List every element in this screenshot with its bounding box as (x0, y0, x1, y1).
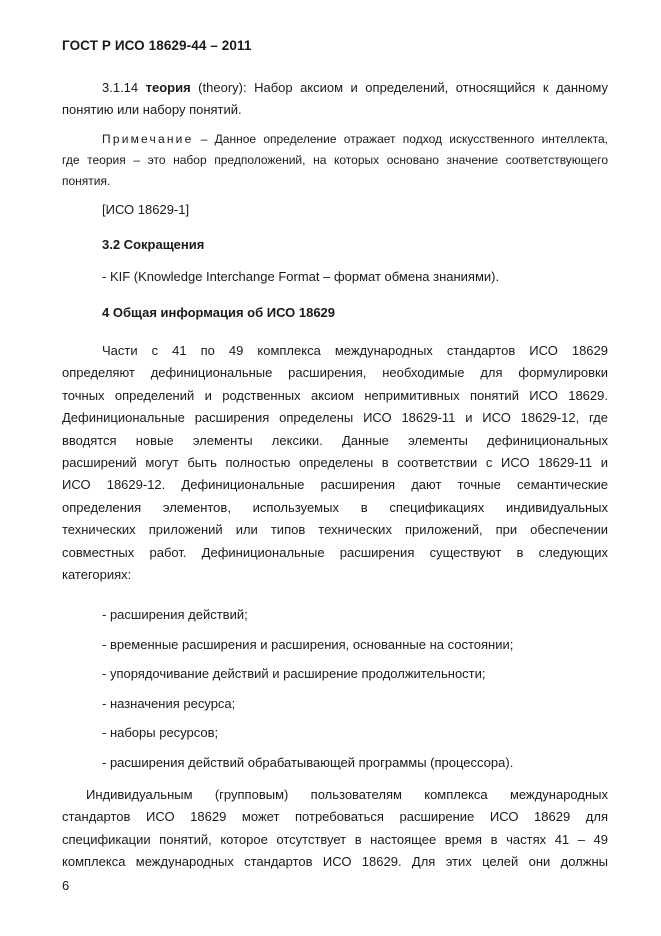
note-line-2: где теория – это набор предположений, на которых основано значение соответствующего (62, 153, 608, 167)
para-line: точных определений и родственных аксиом непримитивных понятий ИСО 18629. (62, 387, 608, 403)
para-line: совместных работ. Дефинициональные расширения существуют в следующих (62, 544, 608, 560)
list-item: - упорядочивание действий и расширение продолжительности; (102, 666, 486, 682)
note-label: Примечание (102, 132, 194, 146)
term-line-1: 3.1.14 теория (theory): Набор аксиом и определений, относящийся к данному (102, 80, 608, 95)
para-line: спецификации понятий, которое отсутствует в настоящее время в частях 41 – 49 (62, 831, 608, 847)
para-line: стандартов ИСО 18629 может потребоваться расширение ИСО 18629 для (62, 809, 608, 825)
note-line-1: Примечание – Данное определение отражает подход искусственного интеллекта, (102, 132, 608, 146)
para-line: расширений могут быть полностью определены в соответствии с ИСО 18629-11 и (62, 455, 608, 471)
list-item: - назначения ресурса; (102, 695, 236, 711)
note-line-3: понятия. (62, 174, 111, 188)
section-4-heading: 4 Общая информация об ИСО 18629 (102, 305, 336, 320)
para-line: Части с 41 по 49 комплекса международных стандартов ИСО 18629 (102, 343, 608, 358)
section-3-2-heading: 3.2 Сокращения (102, 237, 205, 252)
para-line: определения элементов, используемых в спецификациях индивидуальных (62, 499, 608, 515)
term-definition (62, 77, 608, 122)
term-note (62, 129, 608, 192)
list-item: - расширения действий обрабатывающей программы (процессора). (102, 754, 514, 770)
section-4-paragraph (62, 340, 608, 586)
extension-category-list (62, 600, 608, 778)
document-page (62, 0, 608, 936)
list-item: - наборы ресурсов; (102, 725, 219, 741)
term-line-2: понятию или набору понятий. (62, 102, 242, 118)
list-item: - расширения действий; (102, 607, 248, 622)
para-line: категориях: (62, 567, 132, 583)
para-line: определяют дефинициональные расширения, необходимые для формулировки (62, 365, 608, 381)
users-paragraph (62, 784, 608, 874)
para-line: Дефинициональные расширения определены ИСО 18629-11 и ИСО 18629-12, где (62, 410, 608, 426)
section-3-2-item: - KIF (Knowledge Interchange Format – формат обмена знаниями). (102, 269, 500, 284)
para-line: комплекса международных стандартов ИСО 18629. Для этих целей они должны (62, 854, 608, 870)
para-line: вводятся новые элементы лексики. Данные элементы дефинициональных (62, 432, 608, 448)
term-name: теория (145, 80, 191, 95)
page-number: 6 (62, 878, 70, 893)
para-line: ИСО 18629-12. Дефинициональные расширения дают точные семантические (62, 477, 608, 493)
page-header: ГОСТ Р ИСО 18629-44 – 2011 (62, 38, 252, 53)
list-item: - временные расширения и расширения, основанные на состоянии; (102, 636, 514, 652)
para-line: Индивидуальным (групповым) пользователям комплекса международных (86, 787, 608, 802)
reference: [ИСО 18629-1] (102, 202, 190, 217)
para-line: технических приложений или типов технических приложений, при обеспечении (62, 522, 608, 538)
